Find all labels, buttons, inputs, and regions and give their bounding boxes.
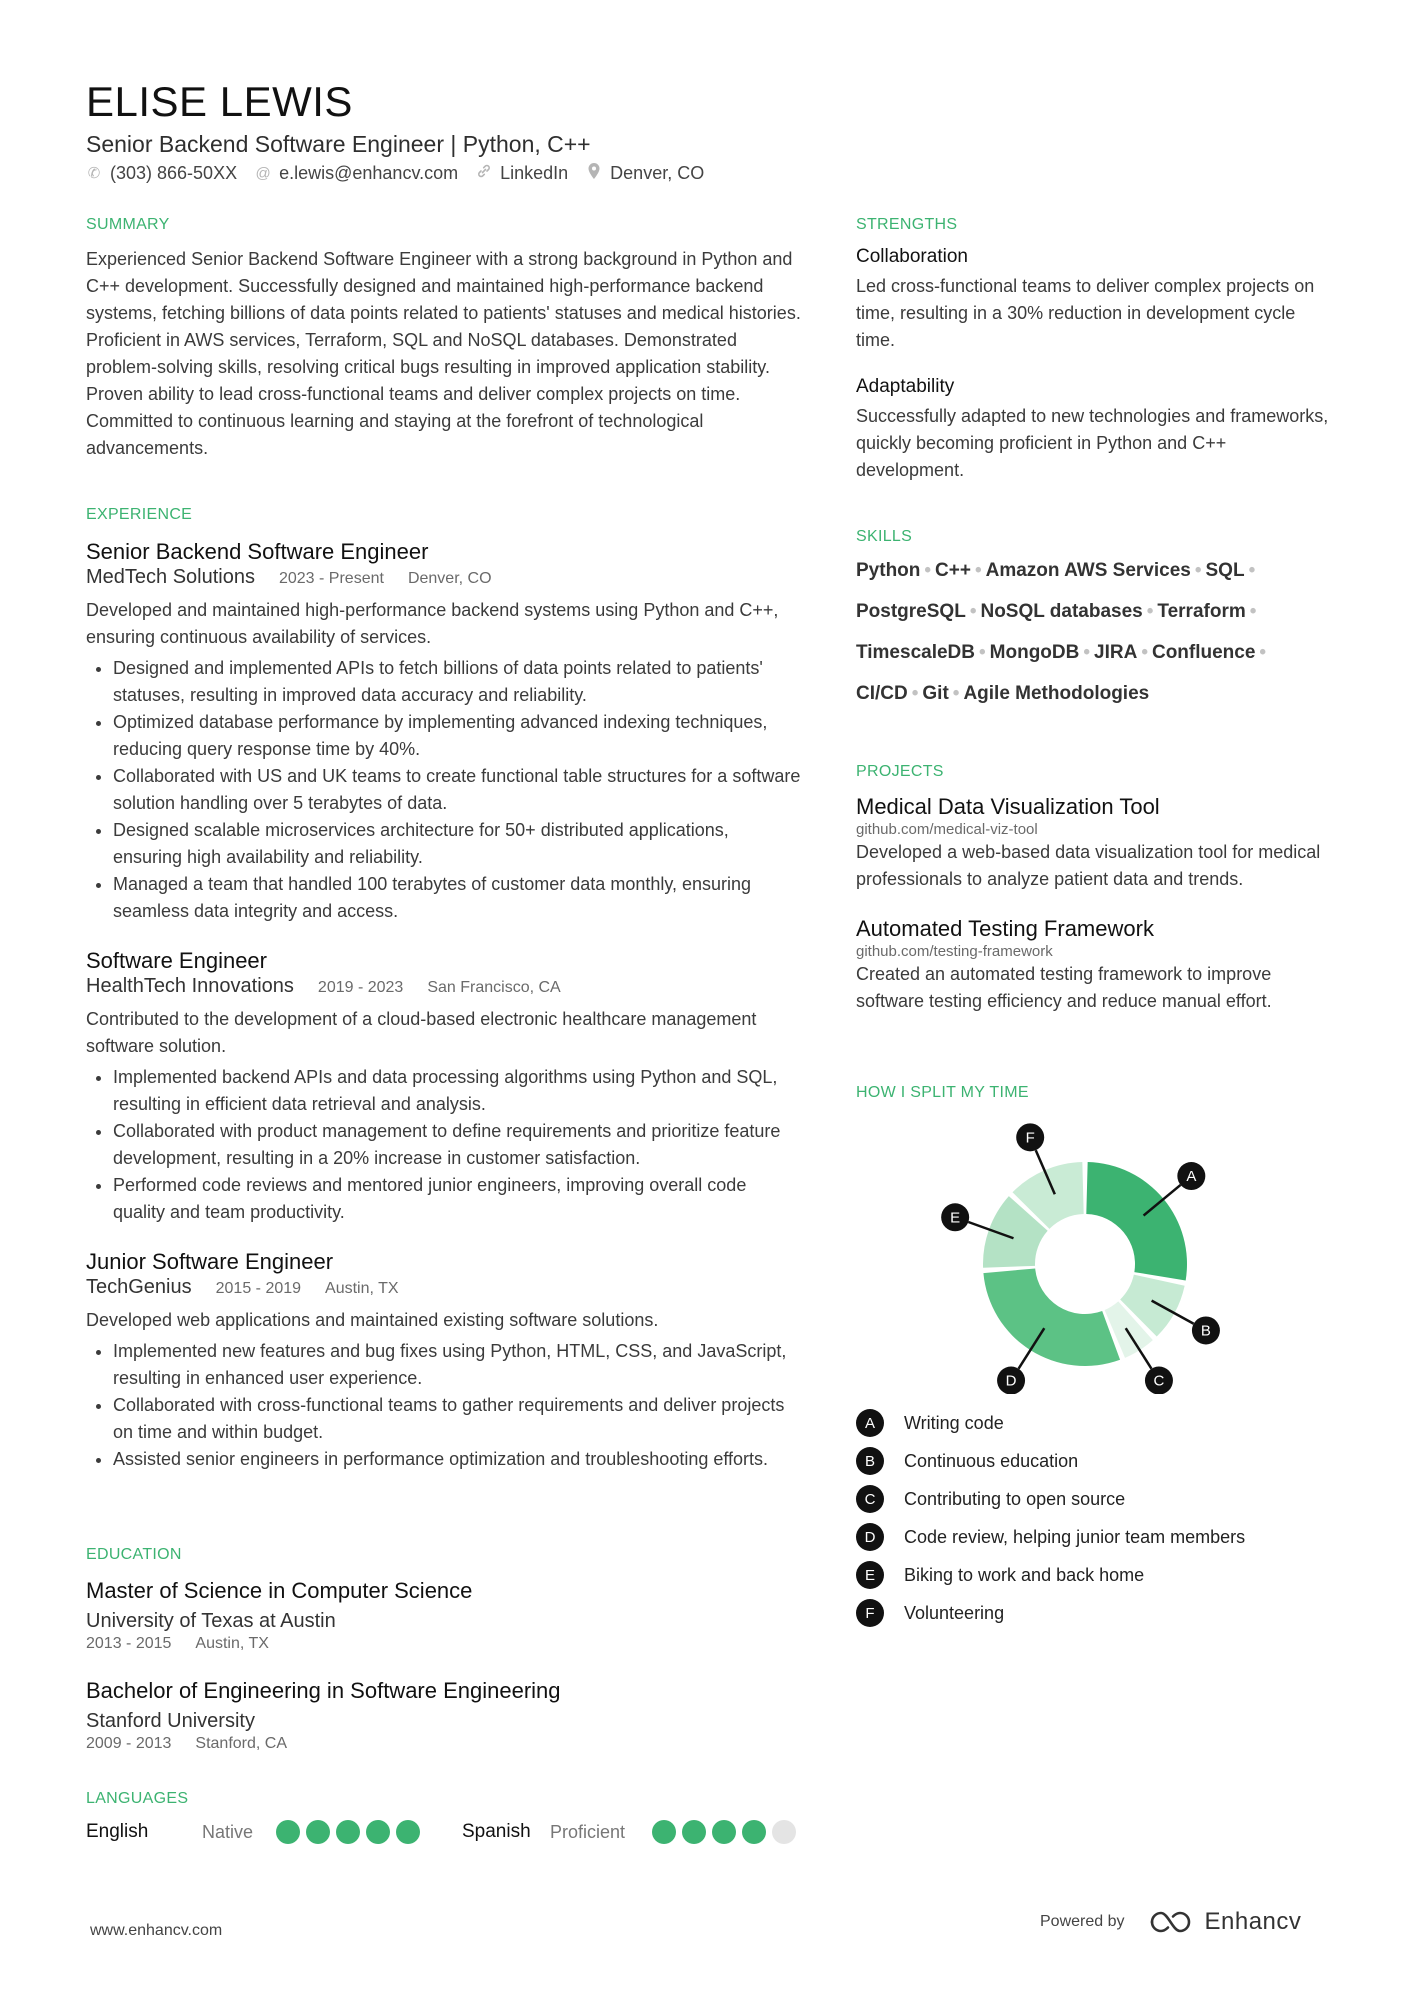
experience-heading: EXPERIENCE <box>86 506 193 523</box>
skill-separator-dot: • <box>1083 642 1091 663</box>
languages-section <box>86 1790 802 1844</box>
skills-section <box>856 528 1334 714</box>
projects-heading: PROJECTS <box>856 763 944 780</box>
legend-item <box>856 1404 1334 1442</box>
rating-dot <box>742 1820 766 1844</box>
donut-marker-b <box>1192 1316 1220 1344</box>
job-bullet: • Assisted senior engineers in performance optimization and troubleshooting efforts. <box>113 1446 802 1473</box>
summary-heading: SUMMARY <box>86 216 170 233</box>
donut-slice-a <box>1086 1162 1187 1280</box>
donut-marker-letter: F <box>1025 1129 1035 1147</box>
skill-tag: TimescaleDB <box>856 642 975 663</box>
enhancv-logo-icon <box>1149 1909 1195 1935</box>
skill-separator-dot: • <box>952 683 960 704</box>
skill-tag: C++ <box>935 560 971 581</box>
skill-separator-dot: • <box>1259 642 1267 663</box>
job-description: Contributed to the development of a cloud-based electronic healthcare management software solution. <box>86 1009 757 1056</box>
brand-logo[interactable] <box>1149 1908 1302 1936</box>
job-bullets <box>86 1064 802 1226</box>
summary-text: Experienced Senior Backend Software Engineer with a strong background in Python and C++ development. Successfully designed and maintained high-performance backend systems, fetching billions of data points related to patients' statuses and medical histories. Proficient in AWS services, Terraform, SQL and NoSQL databases. Demonstrated problem-solving skills, resolving critical bugs resulting in improved application stability. Proven ability to lead cross-functional teams and deliver complex projects on time. Committed to continuous learning and staying at the forefront of technological advancements. <box>86 249 801 458</box>
languages-heading: LANGUAGES <box>86 1790 189 1807</box>
rating-dot <box>772 1820 796 1844</box>
contact-bar <box>86 162 704 184</box>
job-meta <box>86 1276 802 1299</box>
time-split-section <box>856 1084 1334 1623</box>
education-school: Stanford University <box>86 1710 255 1732</box>
education-meta <box>86 1634 802 1654</box>
job-bullet: • Collaborated with US and UK teams to create functional table structures for a software solution handling over 5 terabytes of data. <box>113 763 802 817</box>
donut-marker-d <box>997 1367 1025 1394</box>
legend-label: Code review, helping junior team members <box>904 1526 1246 1547</box>
candidate-name: ELISE LEWIS <box>86 78 353 125</box>
legend-item <box>856 1594 1334 1632</box>
job-company: TechGenius <box>86 1276 192 1298</box>
rating-dot <box>396 1820 420 1844</box>
education-degree: Bachelor of Engineering in Software Engineering <box>86 1678 561 1703</box>
legend-badge: E <box>856 1561 884 1589</box>
skill-separator-dot: • <box>1248 560 1256 581</box>
skill-separator-dot: • <box>979 642 986 663</box>
rating-dot <box>712 1820 736 1844</box>
legend-badge: C <box>856 1485 884 1513</box>
strengths-section <box>856 216 1334 484</box>
skill-separator-dot: • <box>974 560 982 581</box>
strength-text: Led cross-functional teams to deliver complex projects on time, resulting in a 30% reduction in development cycle time. <box>856 276 1315 350</box>
language-level: Native <box>202 1821 254 1842</box>
job-bullet: • Implemented backend APIs and data processing algorithms using Python and SQL, resulting in efficient data retrieval and analysis. <box>113 1064 802 1118</box>
job-company: MedTech Solutions <box>86 566 255 588</box>
legend-item <box>856 1480 1334 1518</box>
skill-separator-dot: • <box>969 601 977 622</box>
donut-marker-letter: E <box>950 1209 961 1227</box>
legend-label: Writing code <box>904 1412 1004 1433</box>
candidate-title: Senior Backend Software Engineer | Python, C++ <box>86 131 591 157</box>
job-entry <box>86 947 802 1226</box>
job-bullet: • Designed and implemented APIs to fetch billions of data points related to patients' statuses, resulting in improved data accuracy and reliability. <box>113 655 802 709</box>
donut-marker-letter: B <box>1200 1322 1211 1340</box>
phone-icon: ✆ <box>87 165 101 182</box>
strength-item <box>856 374 1334 484</box>
job-meta <box>86 975 802 998</box>
skill-separator-dot: • <box>1194 560 1202 581</box>
experience-section <box>86 506 802 1495</box>
skill-tag: CI/CD <box>856 683 908 704</box>
education-dates: 2013 - 2015 <box>86 1635 172 1652</box>
job-location: San Francisco, CA <box>427 979 561 996</box>
education-location: Stanford, CA <box>195 1735 288 1752</box>
job-bullet: • Collaborated with cross-functional teams to gather requirements and deliver projects on time and within budget. <box>113 1392 802 1446</box>
time-split-heading: HOW I SPLIT MY TIME <box>856 1084 1029 1101</box>
language-name: Spanish <box>462 1821 531 1842</box>
job-bullet: • Designed scalable microservices architecture for 50+ distributed applications, ensuring high availability and reliability. <box>113 817 802 871</box>
legend-label: Volunteering <box>904 1602 1005 1623</box>
link-icon <box>476 163 492 183</box>
education-location: Austin, TX <box>195 1635 269 1652</box>
skills-list <box>856 550 1334 714</box>
summary-section <box>86 216 802 462</box>
project-link[interactable]: github.com/testing-framework <box>856 943 1053 960</box>
contact-linkedin[interactable] <box>476 163 568 184</box>
legend-item <box>856 1518 1334 1556</box>
donut-marker-letter: A <box>1186 1168 1197 1186</box>
location-pin-icon <box>586 162 602 184</box>
strength-title: Adaptability <box>856 376 955 397</box>
skill-tag: Terraform <box>1157 601 1246 622</box>
job-location: Denver, CO <box>407 570 492 587</box>
job-role: Senior Backend Software Engineer <box>86 539 429 564</box>
skill-tag: MongoDB <box>989 642 1080 663</box>
time-split-donut-chart <box>856 1104 1334 1394</box>
rating-dot <box>306 1820 330 1844</box>
strengths-heading: STRENGTHS <box>856 216 958 233</box>
job-bullet: • Implemented new features and bug fixes using Python, HTML, CSS, and JavaScript, resulting in enhanced user experience. <box>113 1338 802 1392</box>
job-dates: 2015 - 2019 <box>215 1280 302 1297</box>
skills-row <box>856 550 1334 591</box>
job-bullet: • Performed code reviews and mentored junior engineers, improving overall code quality and team productivity. <box>113 1172 802 1226</box>
footer-branding <box>1040 1908 1301 1936</box>
contact-location-text: Denver, CO <box>610 162 705 183</box>
donut-marker-a <box>1177 1162 1205 1190</box>
footer-website[interactable]: www.enhancv.com <box>90 1922 223 1939</box>
legend-item <box>856 1442 1334 1480</box>
donut-marker-c <box>1145 1367 1173 1394</box>
language-rating <box>652 1820 796 1844</box>
project-item <box>856 793 1334 893</box>
legend-badge: D <box>856 1523 884 1551</box>
education-school: University of Texas at Austin <box>86 1610 336 1632</box>
skill-tag: NoSQL databases <box>980 601 1143 622</box>
languages-row <box>86 1820 802 1844</box>
donut-marker-e <box>941 1203 969 1231</box>
donut-marker-letter: C <box>1153 1372 1165 1390</box>
job-entry <box>86 538 802 925</box>
legend-badge: A <box>856 1409 884 1437</box>
rating-dot <box>276 1820 300 1844</box>
strength-title: Collaboration <box>856 246 968 267</box>
job-location: Austin, TX <box>325 1280 399 1297</box>
education-degree: Master of Science in Computer Science <box>86 1578 473 1603</box>
skill-separator-dot: • <box>1146 601 1154 622</box>
skill-tag: PostgreSQL <box>856 601 966 622</box>
skill-separator-dot: • <box>1141 642 1148 663</box>
powered-by-label: Powered by <box>1040 1913 1125 1930</box>
job-bullet: • Collaborated with product management to define requirements and prioritize feature development, resulting in a 20% increase in customer satisfaction. <box>113 1118 802 1172</box>
job-bullets <box>86 1338 802 1473</box>
job-company: HealthTech Innovations <box>86 975 294 997</box>
job-dates: 2023 - Present <box>278 570 384 587</box>
education-heading: EDUCATION <box>86 1546 182 1563</box>
language-level: Proficient <box>550 1821 626 1842</box>
language-name: English <box>86 1821 149 1842</box>
skill-tag: Agile Methodologies <box>963 683 1150 704</box>
donut-marker-f <box>1016 1123 1044 1151</box>
rating-dot <box>652 1820 676 1844</box>
skill-tag: Amazon AWS Services <box>985 560 1191 581</box>
job-meta <box>86 566 802 589</box>
skill-tag: Confluence <box>1151 642 1256 663</box>
legend-badge: B <box>856 1447 884 1475</box>
rating-dot <box>336 1820 360 1844</box>
project-text: Developed a web-based data visualization tool for medical professionals to analyze patient data and trends. <box>856 842 1321 889</box>
skill-separator-dot: • <box>911 683 919 704</box>
legend-badge: F <box>856 1599 884 1627</box>
projects-section <box>856 763 1334 1015</box>
contact-email[interactable] <box>255 163 458 184</box>
job-entry <box>86 1248 802 1473</box>
job-description: Developed and maintained high-performance backend systems using Python and C++, ensuring continuous availability of services. <box>86 600 779 647</box>
legend-label: Biking to work and back home <box>904 1564 1145 1585</box>
job-dates: 2019 - 2023 <box>317 979 404 996</box>
skills-row <box>856 591 1334 632</box>
strength-item <box>856 244 1334 354</box>
project-link[interactable]: github.com/medical-viz-tool <box>856 821 1038 838</box>
language-rating <box>276 1820 420 1844</box>
brand-name: Enhancv <box>1204 1908 1302 1935</box>
skill-separator-dot: • <box>1249 601 1257 622</box>
contact-phone-text: (303) 866-50XX <box>110 162 238 183</box>
contact-linkedin-text[interactable]: LinkedIn <box>500 162 569 183</box>
donut-slice-d <box>983 1268 1120 1366</box>
education-meta <box>86 1734 802 1754</box>
job-role: Software Engineer <box>86 948 267 973</box>
skill-tag: SQL <box>1205 560 1245 581</box>
experience-list <box>86 538 802 1473</box>
strength-text: Successfully adapted to new technologies and frameworks, quickly becoming proficient in Python and C++ development. <box>856 406 1329 480</box>
skill-tag: Python <box>856 560 921 581</box>
skill-tag: JIRA <box>1094 642 1138 663</box>
job-description: Developed web applications and maintained existing software solutions. <box>86 1310 659 1330</box>
legend-item <box>856 1556 1334 1594</box>
time-split-legend <box>856 1404 1334 1632</box>
legend-label: Continuous education <box>904 1450 1079 1471</box>
education-section <box>86 1546 802 1754</box>
skill-separator-dot: • <box>924 560 932 581</box>
legend-label: Contributing to open source <box>904 1488 1126 1509</box>
donut-marker-letter: D <box>1005 1372 1017 1390</box>
job-bullet: • Optimized database performance by implementing advanced indexing techniques, reducing query response time by 40%. <box>113 709 802 763</box>
project-title: Automated Testing Framework <box>856 916 1154 941</box>
project-text: Created an automated testing framework to improve software testing efficiency and reduce manual effort. <box>856 964 1272 1011</box>
skills-heading: SKILLS <box>856 528 913 545</box>
skills-row <box>856 632 1334 673</box>
education-item <box>86 1576 802 1654</box>
at-icon: @ <box>255 164 271 182</box>
project-title: Medical Data Visualization Tool <box>856 794 1160 819</box>
contact-location <box>586 162 704 184</box>
job-role: Junior Software Engineer <box>86 1249 334 1274</box>
rating-dot <box>366 1820 390 1844</box>
skills-row <box>856 673 1334 714</box>
project-item <box>856 915 1334 1015</box>
job-bullet: • Managed a team that handled 100 terabytes of customer data monthly, ensuring seamless data integrity and access. <box>113 871 802 925</box>
contact-email-text[interactable]: e.lewis@enhancv.com <box>279 162 459 183</box>
rating-dot <box>682 1820 706 1844</box>
education-item <box>86 1676 802 1754</box>
skill-tag: Git <box>922 683 949 704</box>
contact-phone <box>86 163 237 184</box>
job-bullets <box>86 655 802 925</box>
education-dates: 2009 - 2013 <box>86 1735 172 1752</box>
